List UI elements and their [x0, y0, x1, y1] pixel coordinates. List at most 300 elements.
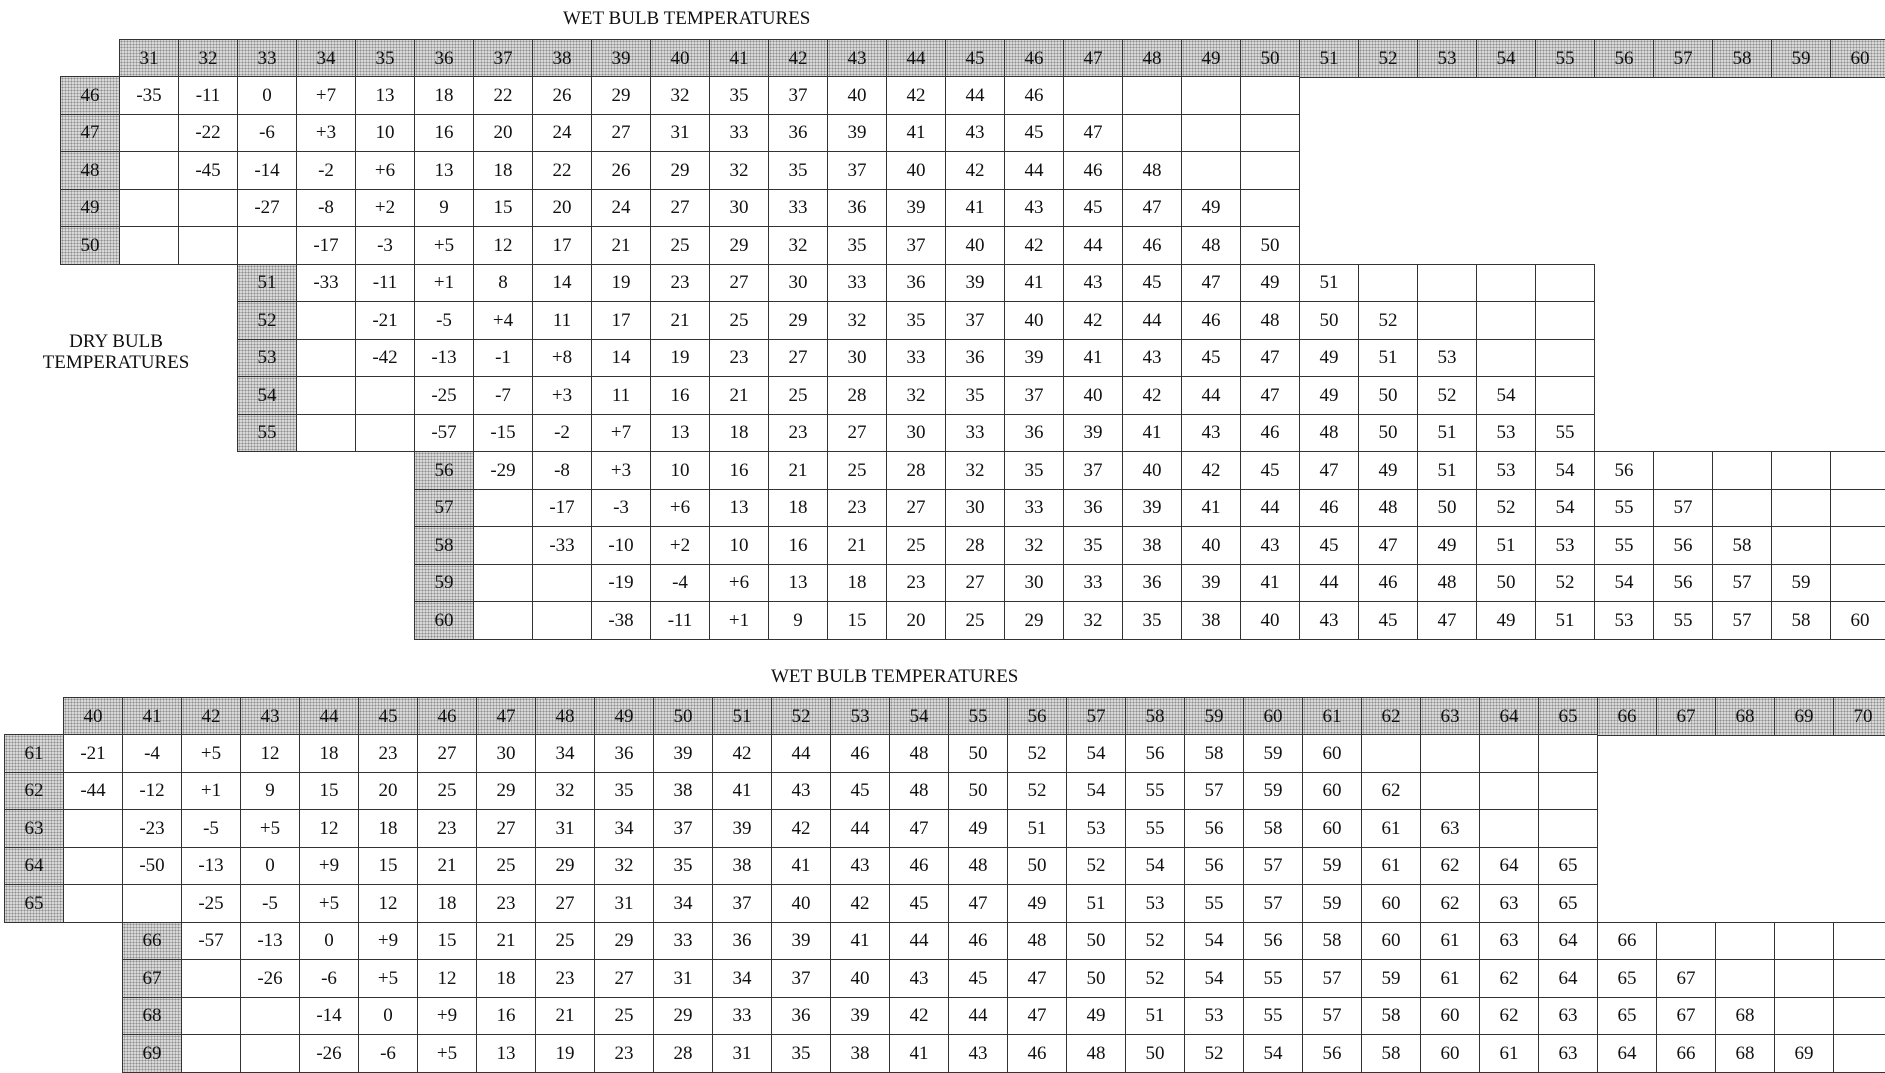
table-cell: 37: [945, 301, 1005, 340]
table-cell: +9: [299, 847, 359, 886]
table-cell: 42: [1063, 301, 1123, 340]
table-cell: 39: [1063, 414, 1123, 453]
table-cell: 32: [709, 151, 769, 190]
table-cell: 56: [1594, 451, 1654, 490]
table-cell: -4: [122, 734, 182, 773]
wet-bulb-header: 57: [1066, 697, 1126, 736]
dry-bulb-header: 69: [122, 1034, 182, 1073]
table-cell: 63: [1479, 884, 1539, 923]
table-cell: [240, 1034, 300, 1073]
table-cell: 50: [1066, 959, 1126, 998]
table-cell: 28: [653, 1034, 713, 1073]
table-cell: 50: [1125, 1034, 1185, 1073]
table-cell: 44: [945, 76, 1005, 115]
table-cell: [1538, 772, 1598, 811]
table-cell: 47: [1240, 339, 1300, 378]
table-cell: 13: [414, 151, 474, 190]
wet-bulb-header: 67: [1656, 697, 1716, 736]
table-cell: -14: [237, 151, 297, 190]
table-cell: 21: [535, 997, 595, 1036]
wet-bulb-header: 35: [355, 39, 415, 78]
wet-bulb-header: 44: [886, 39, 946, 78]
table-cell: 16: [476, 997, 536, 1036]
dry-bulb-header: 46: [60, 76, 120, 115]
table-cell: 12: [358, 884, 418, 923]
table-cell: 53: [1535, 526, 1595, 565]
table-cell: [240, 997, 300, 1036]
table-cell: 38: [830, 1034, 890, 1073]
table-cell: -5: [414, 301, 474, 340]
table-cell: [1420, 772, 1480, 811]
table-cell: 50: [1240, 226, 1300, 265]
table-cell: 0: [299, 922, 359, 961]
wet-bulb-header: 61: [1302, 697, 1362, 736]
table-cell: 49: [1476, 601, 1536, 640]
table-cell: 23: [886, 564, 946, 603]
dry-bulb-header: 68: [122, 997, 182, 1036]
table-cell: 14: [532, 264, 592, 303]
table-cell: 50: [1007, 847, 1067, 886]
table-cell: 55: [1535, 414, 1595, 453]
table-cell: +3: [296, 114, 356, 153]
table-cell: 50: [1476, 564, 1536, 603]
table-cell: 57: [1712, 601, 1772, 640]
table-cell: -38: [591, 601, 651, 640]
wet-bulb-header: 60: [1830, 39, 1885, 78]
table-cell: 33: [768, 189, 828, 228]
table-cell: 48: [1007, 922, 1067, 961]
table-cell: 18: [827, 564, 887, 603]
table-cell: 32: [945, 451, 1005, 490]
table-cell: [1774, 959, 1834, 998]
table-cell: 27: [591, 114, 651, 153]
table-cell: 12: [473, 226, 533, 265]
table-cell: 37: [768, 76, 828, 115]
wet-bulb-header: 64: [1479, 697, 1539, 736]
table-cell: 60: [1420, 997, 1480, 1036]
table-cell: 44: [889, 922, 949, 961]
table-cell: +8: [532, 339, 592, 378]
table-cell: 66: [1597, 922, 1657, 961]
table-cell: 34: [653, 884, 713, 923]
table-cell: [1535, 264, 1595, 303]
table-cell: [1771, 451, 1831, 490]
table-cell: 48: [1122, 151, 1182, 190]
table-cell: 25: [594, 997, 654, 1036]
table-cell: 43: [948, 1034, 1008, 1073]
table-cell: +7: [591, 414, 651, 453]
table-cell: 36: [768, 114, 828, 153]
table-cell: 45: [1122, 264, 1182, 303]
table-cell: [1771, 489, 1831, 528]
table-cell: [1535, 339, 1595, 378]
wet-bulb-header: 41: [122, 697, 182, 736]
table-cell: 42: [1122, 376, 1182, 415]
table-cell: 45: [1299, 526, 1359, 565]
wet-bulb-header: 65: [1538, 697, 1598, 736]
table-cell: [473, 489, 533, 528]
table-cell: 27: [827, 414, 887, 453]
wet-bulb-header: 46: [417, 697, 477, 736]
table-cell: 48: [889, 772, 949, 811]
table-cell: [122, 884, 182, 923]
wet-bulb-header: 48: [1122, 39, 1182, 78]
table-cell: 42: [1004, 226, 1064, 265]
table-cell: [1538, 809, 1598, 848]
table-cell: +5: [181, 734, 241, 773]
table-cell: [1181, 114, 1241, 153]
wet-bulb-header: 55: [948, 697, 1008, 736]
table-cell: 50: [1066, 922, 1126, 961]
table-cell: 47: [1181, 264, 1241, 303]
table-cell: +5: [240, 809, 300, 848]
table-cell: 34: [594, 809, 654, 848]
table-cell: +6: [650, 489, 710, 528]
table-cell: 58: [1361, 997, 1421, 1036]
table-cell: 26: [532, 76, 592, 115]
table-cell: 43: [1240, 526, 1300, 565]
table-cell: -13: [181, 847, 241, 886]
table-cell: +9: [417, 997, 477, 1036]
table-cell: 25: [476, 847, 536, 886]
table-cell: 33: [709, 114, 769, 153]
table-cell: 41: [712, 772, 772, 811]
table-cell: 42: [945, 151, 1005, 190]
table-cell: 42: [886, 76, 946, 115]
table-cell: 42: [1181, 451, 1241, 490]
table-cell: 45: [1181, 339, 1241, 378]
table-cell: 41: [1004, 264, 1064, 303]
table-cell: 60: [1361, 922, 1421, 961]
table-cell: [296, 376, 356, 415]
table-cell: 49: [1299, 376, 1359, 415]
dry-bulb-header: 54: [237, 376, 297, 415]
wet-bulb-header: 40: [650, 39, 710, 78]
table-cell: 18: [417, 884, 477, 923]
table-cell: 46: [1122, 226, 1182, 265]
table-cell: -45: [178, 151, 238, 190]
table-cell: 58: [1712, 526, 1772, 565]
wet-bulb-header: 53: [1417, 39, 1477, 78]
table-cell: 18: [768, 489, 828, 528]
table-cell: 35: [771, 1034, 831, 1073]
table-cell: 36: [1122, 564, 1182, 603]
table-cell: 51: [1125, 997, 1185, 1036]
wet-bulb-title-bottom: WET BULB TEMPERATURES: [771, 666, 1019, 687]
table-cell: [63, 847, 123, 886]
wet-bulb-header: 49: [594, 697, 654, 736]
table-cell: 53: [1476, 451, 1536, 490]
wet-bulb-header: 51: [712, 697, 772, 736]
wet-bulb-header: 56: [1594, 39, 1654, 78]
table-cell: +5: [358, 959, 418, 998]
table-cell: -57: [414, 414, 474, 453]
table-cell: 56: [1243, 922, 1303, 961]
table-cell: 42: [712, 734, 772, 773]
table-cell: 41: [830, 922, 890, 961]
table-cell: 27: [594, 959, 654, 998]
table-cell: 61: [1361, 809, 1421, 848]
wet-bulb-header: 36: [414, 39, 474, 78]
table-cell: 49: [1240, 264, 1300, 303]
table-cell: [1240, 151, 1300, 190]
table-cell: [1833, 1034, 1885, 1073]
table-cell: 45: [1358, 601, 1418, 640]
table-cell: 47: [1358, 526, 1418, 565]
table-cell: 20: [358, 772, 418, 811]
table-cell: [1715, 959, 1775, 998]
table-cell: 65: [1597, 959, 1657, 998]
wet-bulb-header: 31: [119, 39, 179, 78]
dry-bulb-header: 50: [60, 226, 120, 265]
table-cell: 18: [473, 151, 533, 190]
table-cell: 64: [1538, 959, 1598, 998]
table-cell: [1653, 451, 1713, 490]
table-cell: 50: [1299, 301, 1359, 340]
table-cell: 46: [1007, 1034, 1067, 1073]
table-cell: +3: [591, 451, 651, 490]
table-cell: 51: [1299, 264, 1359, 303]
table-cell: 54: [1125, 847, 1185, 886]
table-cell: 29: [709, 226, 769, 265]
table-cell: +7: [296, 76, 356, 115]
table-cell: -33: [296, 264, 356, 303]
table-cell: 55: [1125, 809, 1185, 848]
table-cell: 54: [1066, 734, 1126, 773]
table-cell: 40: [1181, 526, 1241, 565]
table-cell: 30: [945, 489, 1005, 528]
table-cell: [1122, 114, 1182, 153]
table-cell: 35: [709, 76, 769, 115]
table-cell: 46: [830, 734, 890, 773]
dry-bulb-header: 63: [4, 809, 64, 848]
table-cell: 47: [1417, 601, 1477, 640]
table-cell: 53: [1417, 339, 1477, 378]
wet-bulb-header: 59: [1771, 39, 1831, 78]
table-cell: 23: [535, 959, 595, 998]
table-cell: 46: [889, 847, 949, 886]
dry-bulb-header: 47: [60, 114, 120, 153]
table-cell: 54: [1184, 922, 1244, 961]
table-cell: -22: [178, 114, 238, 153]
table-cell: 46: [1063, 151, 1123, 190]
table-cell: 60: [1830, 601, 1885, 640]
table-cell: 52: [1358, 301, 1418, 340]
table-cell: +2: [650, 526, 710, 565]
table-cell: 57: [1243, 884, 1303, 923]
table-cell: 49: [1417, 526, 1477, 565]
wet-bulb-header: 45: [358, 697, 418, 736]
dry-bulb-header: 65: [4, 884, 64, 923]
table-cell: 35: [768, 151, 828, 190]
table-cell: 61: [1361, 847, 1421, 886]
table-cell: 49: [1007, 884, 1067, 923]
table-cell: 61: [1479, 1034, 1539, 1073]
table-cell: 40: [830, 959, 890, 998]
table-cell: 9: [768, 601, 828, 640]
table-cell: 51: [1417, 451, 1477, 490]
table-cell: 22: [532, 151, 592, 190]
table-cell: 46: [1181, 301, 1241, 340]
table-cell: 50: [1358, 414, 1418, 453]
table-cell: 57: [1653, 489, 1713, 528]
table-cell: 40: [771, 884, 831, 923]
table-cell: 23: [709, 339, 769, 378]
table-cell: +5: [414, 226, 474, 265]
table-cell: 10: [650, 451, 710, 490]
table-cell: 48: [1299, 414, 1359, 453]
table-cell: 53: [1125, 884, 1185, 923]
table-cell: [473, 601, 533, 640]
table-cell: -19: [591, 564, 651, 603]
table-cell: 42: [889, 997, 949, 1036]
table-cell: 30: [827, 339, 887, 378]
table-cell: 52: [1417, 376, 1477, 415]
table-cell: +6: [355, 151, 415, 190]
table-cell: 54: [1243, 1034, 1303, 1073]
table-cell: [1181, 151, 1241, 190]
table-cell: +5: [299, 884, 359, 923]
table-cell: 56: [1653, 564, 1713, 603]
table-cell: 60: [1302, 809, 1362, 848]
table-cell: [1715, 922, 1775, 961]
table-cell: 41: [1063, 339, 1123, 378]
table-cell: 16: [768, 526, 828, 565]
table-cell: -26: [240, 959, 300, 998]
table-cell: 60: [1361, 884, 1421, 923]
table-cell: 32: [1004, 526, 1064, 565]
table-cell: 32: [827, 301, 887, 340]
table-cell: 47: [1007, 959, 1067, 998]
table-cell: 39: [1122, 489, 1182, 528]
table-cell: 44: [830, 809, 890, 848]
table-cell: 29: [476, 772, 536, 811]
wet-bulb-header: 52: [771, 697, 831, 736]
table-cell: 30: [709, 189, 769, 228]
table-cell: 33: [827, 264, 887, 303]
table-cell: 40: [886, 151, 946, 190]
table-cell: 64: [1538, 922, 1598, 961]
table-cell: 33: [1063, 564, 1123, 603]
table-cell: [1656, 922, 1716, 961]
table-cell: 49: [1358, 451, 1418, 490]
table-cell: 36: [1063, 489, 1123, 528]
table-cell: 32: [650, 76, 710, 115]
table-cell: 63: [1420, 809, 1480, 848]
table-cell: 0: [358, 997, 418, 1036]
table-cell: -26: [299, 1034, 359, 1073]
table-cell: 18: [414, 76, 474, 115]
wet-bulb-header: 57: [1653, 39, 1713, 78]
table-cell: 59: [1771, 564, 1831, 603]
table-cell: 13: [355, 76, 415, 115]
table-cell: 56: [1125, 734, 1185, 773]
table-cell: 55: [1125, 772, 1185, 811]
table-cell: [1476, 339, 1536, 378]
table-cell: 12: [240, 734, 300, 773]
dry-bulb-label: DRY BULB TEMPERATURES: [42, 331, 190, 373]
table-cell: 51: [1066, 884, 1126, 923]
table-cell: 16: [414, 114, 474, 153]
table-cell: [1833, 922, 1885, 961]
table-cell: 21: [827, 526, 887, 565]
table-cell: [181, 1034, 241, 1073]
table-cell: -14: [299, 997, 359, 1036]
table-cell: 60: [1302, 734, 1362, 773]
table-cell: [1479, 772, 1539, 811]
wet-bulb-header: 34: [296, 39, 356, 78]
table-cell: [1476, 301, 1536, 340]
table-cell: [1417, 264, 1477, 303]
table-cell: 57: [1712, 564, 1772, 603]
table-cell: 18: [709, 414, 769, 453]
table-cell: 35: [945, 376, 1005, 415]
table-cell: 47: [889, 809, 949, 848]
table-cell: +2: [355, 189, 415, 228]
table-cell: 44: [771, 734, 831, 773]
table-cell: 41: [945, 189, 1005, 228]
table-cell: 59: [1243, 734, 1303, 773]
wet-bulb-header: 38: [532, 39, 592, 78]
table-cell: 35: [886, 301, 946, 340]
table-cell: 68: [1715, 1034, 1775, 1073]
table-cell: 54: [1535, 451, 1595, 490]
table-cell: -11: [178, 76, 238, 115]
table-cell: 24: [532, 114, 592, 153]
table-cell: 29: [653, 997, 713, 1036]
wet-bulb-header: 43: [827, 39, 887, 78]
table-cell: 47: [1122, 189, 1182, 228]
table-cell: 58: [1243, 809, 1303, 848]
table-cell: 53: [1594, 601, 1654, 640]
table-cell: 63: [1538, 997, 1598, 1036]
table-cell: 49: [948, 809, 1008, 848]
table-cell: -17: [296, 226, 356, 265]
table-cell: 62: [1361, 772, 1421, 811]
table-cell: -8: [532, 451, 592, 490]
table-cell: 21: [417, 847, 477, 886]
table-cell: -13: [240, 922, 300, 961]
wet-bulb-header: 33: [237, 39, 297, 78]
table-cell: 51: [1476, 526, 1536, 565]
table-cell: -2: [296, 151, 356, 190]
table-cell: -3: [355, 226, 415, 265]
table-cell: -13: [414, 339, 474, 378]
table-cell: [1712, 451, 1772, 490]
table-cell: 45: [948, 959, 1008, 998]
table-cell: [1712, 489, 1772, 528]
wet-bulb-header: 53: [830, 697, 890, 736]
dry-bulb-header: 59: [414, 564, 474, 603]
table-cell: 23: [650, 264, 710, 303]
table-cell: 43: [889, 959, 949, 998]
table-cell: -33: [532, 526, 592, 565]
table-cell: 45: [889, 884, 949, 923]
table-cell: 47: [1240, 376, 1300, 415]
table-cell: 31: [535, 809, 595, 848]
wet-bulb-header: 48: [535, 697, 595, 736]
table-cell: 29: [591, 76, 651, 115]
table-cell: 37: [712, 884, 772, 923]
table-cell: 17: [591, 301, 651, 340]
table-cell: 28: [945, 526, 1005, 565]
table-cell: [296, 414, 356, 453]
dry-bulb-header: 62: [4, 772, 64, 811]
table-cell: -25: [414, 376, 474, 415]
table-cell: 18: [299, 734, 359, 773]
wet-bulb-title-top: WET BULB TEMPERATURES: [563, 8, 811, 29]
table-cell: 41: [1181, 489, 1241, 528]
